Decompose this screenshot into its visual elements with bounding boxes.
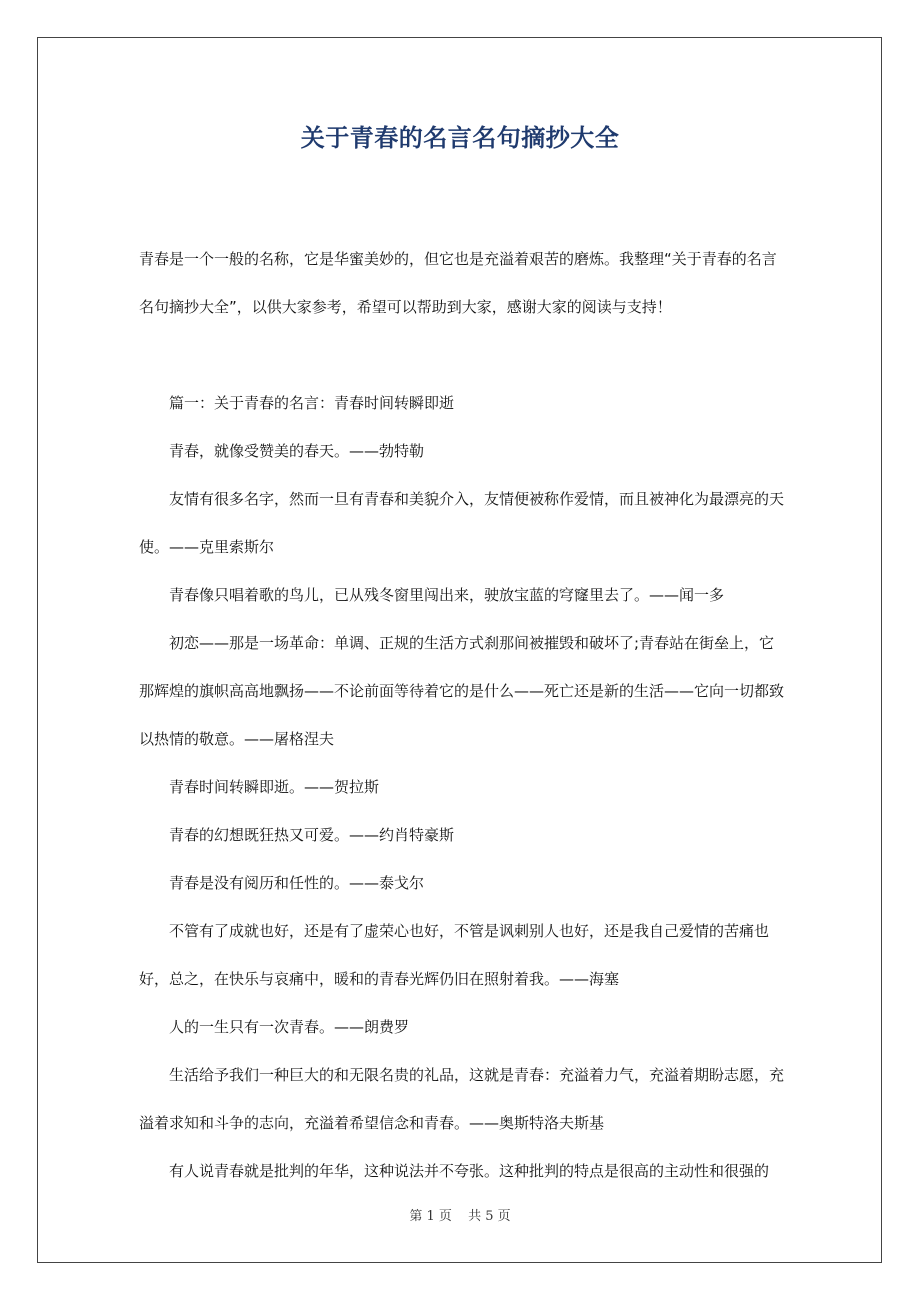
- page-footer: [0, 1205, 920, 1224]
- total-page-count: 共 5 页: [468, 1209, 511, 1224]
- quote-paragraph: 初恋——那是一场革命：单调、正规的生活方式刹那间被摧毁和破坏了;青春站在街垒上，它那辉煌的旗帜高高地飘扬——不论前面等待着它的是什么——死亡还是新的生活——它向一切都致以热情的敬意。——屠格涅夫: [139, 634, 785, 748]
- current-page-number: 第 1 页: [409, 1209, 452, 1224]
- document-body: [139, 235, 784, 1195]
- quote-paragraph: 生活给予我们一种巨大的和无限名贵的礼品，这就是青春：充溢着力气，充溢着期盼志愿，充溢着求知和斗争的志向，充溢着希望信念和青春。——奥斯特洛夫斯基: [139, 1066, 785, 1132]
- intro-paragraph: 青春是一个一般的名称，它是华蜜美妙的，但它也是充溢着艰苦的磨炼。我整理“关于青春的名言名句摘抄大全”，以供大家参考，希望可以帮助到大家，感谢大家的阅读与支持！: [139, 250, 777, 316]
- quote-paragraph: 青春，就像受赞美的春天。——勃特勒: [169, 442, 425, 460]
- quote-paragraph: 不管有了成就也好，还是有了虚荣心也好，不管是讽刺别人也好，还是我自己爱情的苦痛也好，总之，在快乐与哀痛中，暖和的青春光辉仍旧在照射着我。——海塞: [139, 922, 770, 988]
- quote-paragraph: 青春是没有阅历和任性的。——泰戈尔: [169, 874, 425, 892]
- quote-paragraph: 有人说青春就是批判的年华，这种说法并不夸张。这种批判的特点是很高的主动性和很强的: [169, 1162, 770, 1180]
- quote-paragraph: 青春时间转瞬即逝。——贺拉斯: [169, 778, 380, 796]
- section-heading: 篇一：关于青春的名言：青春时间转瞬即逝: [169, 394, 455, 412]
- quote-paragraph: 青春像只唱着歌的鸟儿，已从残冬窗里闯出来，驶放宝蓝的穹窿里去了。——闻一多: [169, 586, 725, 604]
- quote-paragraph: 友情有很多名字，然而一旦有青春和美貌介入，友情便被称作爱情，而且被神化为最漂亮的天使。——克里索斯尔: [139, 490, 785, 556]
- quote-paragraph: 青春的幻想既狂热又可爱。——约肖特豪斯: [169, 826, 455, 844]
- document-title: 关于青春的名言名句摘抄大全: [300, 124, 620, 152]
- quote-paragraph: 人的一生只有一次青春。——朗费罗: [169, 1018, 410, 1036]
